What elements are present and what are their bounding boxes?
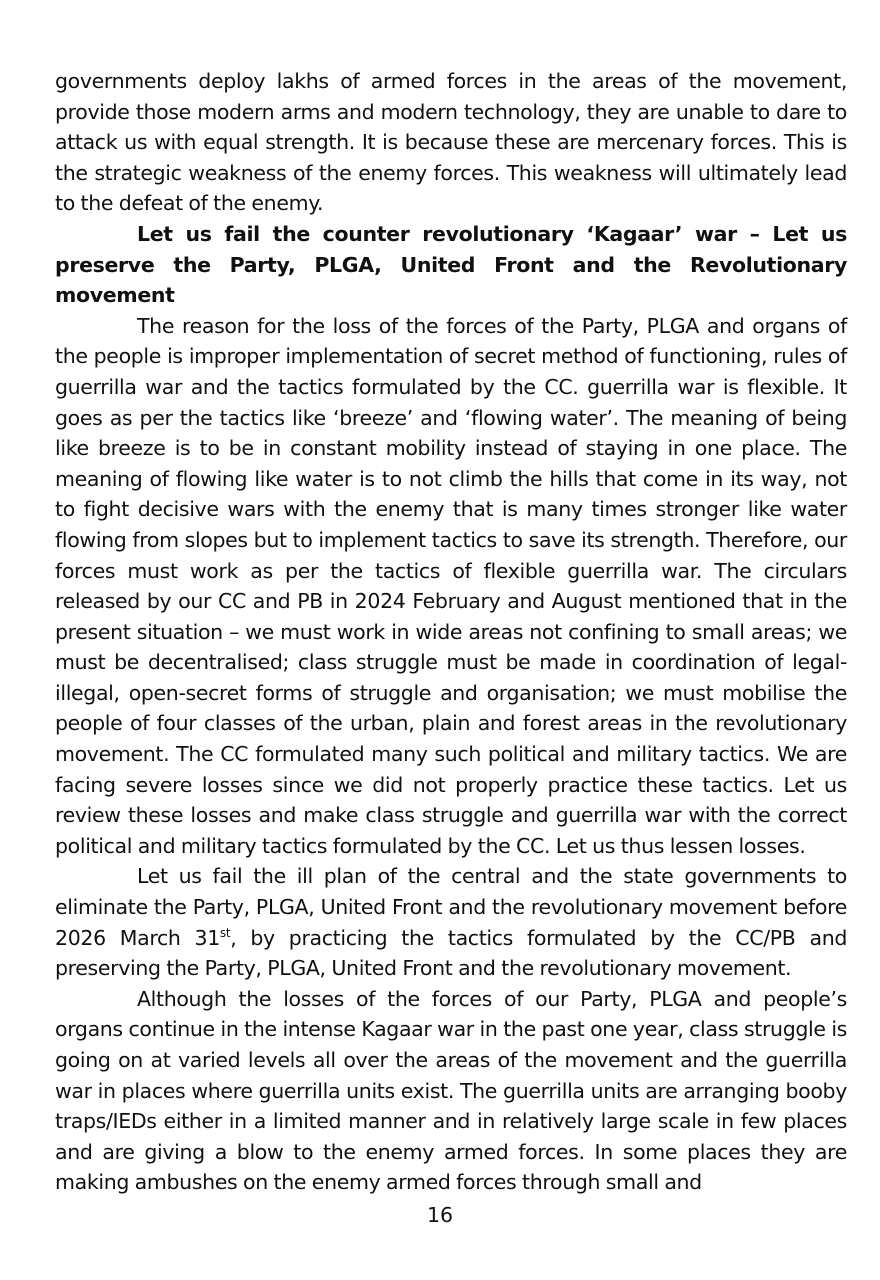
paragraph-continuation: governments deploy lakhs of armed forces in the areas of the movement, provide those modern arms and modern technology, they are unable to dare to attack us with equal strength. It is because these are mercenary forces. This is the strategic weakness of the enemy forces. This weakness will ultimately lead to the defeat of the enemy. [55,69,847,216]
paragraph-fail-ill-plan-text-start: Let us fail the ill plan of the central and the state governments to eliminate the Party, PLGA, United Front and the revolutionary movement before 2026 March 31 [55,864,847,950]
page-number: 16 [426,1203,454,1227]
ordinal-superscript: st [219,925,231,940]
paragraph-losses-reason: The reason for the loss of the forces of the Party, PLGA and organs of the people is improper implementation of secret method of functioning, rules of guerrilla war and the tactics formulated by the CC. guerrilla war is flexible. It goes as per the tactics like ‘breeze’ and ‘flowing water’. The meaning of being like breeze is to be in constant mobility instead of staying in one place. The meaning of flowing like water is to not climb the hills that come in its way, not to fight decisive wars with the enemy that is many times stronger like water flowing from slopes but to implement tactics to save its strength. Therefore, our forces must work as per the tactics of flexible guerrilla war. The circulars released by our CC and PB in 2024 February and August mentioned that in the present situation – we must work in wide areas not confining to small areas; we must be decentralised; class struggle must be made in coordination of legal-illegal, open-secret forms of struggle and organisation; we must mobilise the people of four classes of the urban, plain and forest areas in the revolutionary movement. The CC formulated many such political and military tactics. We are facing severe losses since we did not properly practice these tactics. Let us review these losses and make class struggle and guerrilla war with the correct political and military tactics formulated by the CC. Let us thus lessen losses. [55,313,847,858]
paragraph-kagaar-war: Although the losses of the forces of our Party, PLGA and people’s organs continue in the intense Kagaar war in the past one year, class struggle is going on at varied levels all over the areas of the movement and the guerrilla war in places where guerrilla units exist. The guerrilla units are arranging booby traps/IEDs either in a limited manner and in relatively large scale in few places and are giving a blow to the enemy armed forces. In some places they are making ambushes on the enemy armed forces through small and [55,986,847,1195]
paragraph-fail-ill-plan-text-end: , by practicing the tactics formulated by the CC/PB and preserving the Party, PLGA, United Front and the revolutionary movement. [55,925,848,981]
paragraph-fail-ill-plan [55,861,847,983]
section-heading: Let us fail the counter revolutionary ‘Kagaar’ war – Let us preserve the Party, PLGA, United Front and the Revolutionary movement [55,221,847,308]
document-body [55,66,847,1198]
